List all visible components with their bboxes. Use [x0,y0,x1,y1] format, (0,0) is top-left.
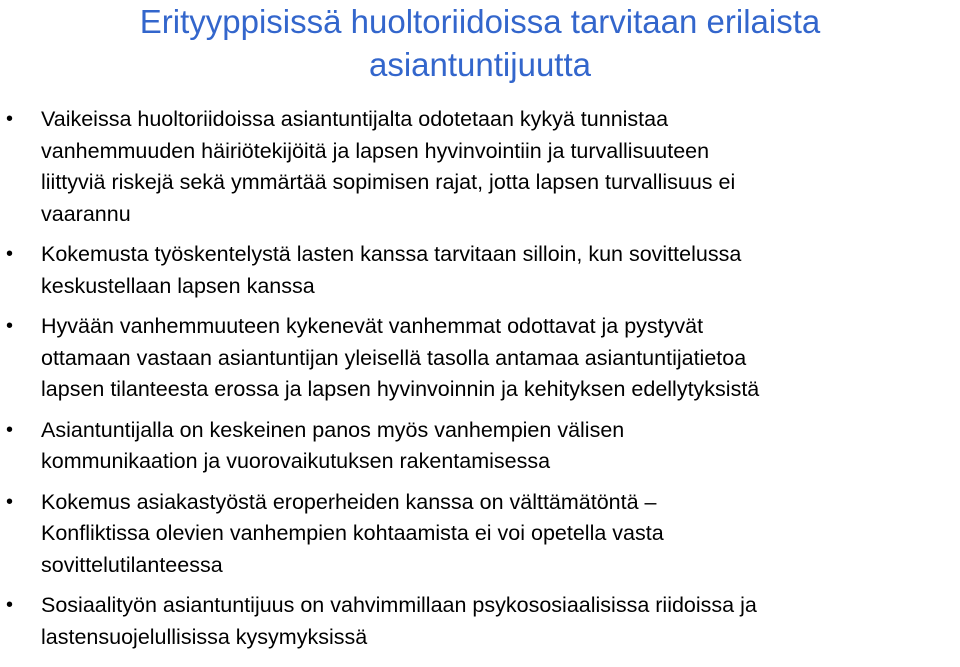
bullet-item [0,104,960,230]
bullet-item [0,415,960,478]
bullet-icon: • [6,108,14,130]
bullet-text-line: vaarannu [41,201,131,226]
bullet-text-line: ottamaan vastaan asiantuntijan yleisellä tasolla antamaa asiantuntijatietoa [41,345,747,370]
bullet-icon: • [6,315,14,337]
bullet-item [0,239,960,302]
bullet-text-line: lastensuojelullisissa kysymyksissä [41,624,368,649]
slide-title-line-1: Erityyppisissä huoltoriidoissa tarvitaan erilaista [139,3,821,40]
bullet-text-line: Hyvään vanhemmuuteen kykenevät vanhemmat odottavat ja pystyvät [41,314,704,338]
bullet-icon: • [6,418,14,441]
bullet-text-line: kommunikaation ja vuorovaikutuksen rakentamisessa [41,449,551,473]
bullet-text-line: Kokemus asiakastyöstä eroperheiden kanssa on välttämätöntä – [41,489,657,514]
bullet-item [0,590,960,653]
bullet-text-line: vanhemmuuden häiriötekijöitä ja lapsen hyvinvointiin ja turvallisuuteen [41,138,710,163]
slide-title-line-2: asiantuntijuutta [369,46,591,83]
bullet-item [0,487,960,582]
slide-title [0,0,960,86]
bullet-icon: • [6,490,14,513]
bullet-text-line: sovittelutilanteessa [41,552,223,577]
bullet-text-line: keskustellaan lapsen kanssa [41,273,315,298]
bullet-text-line: Asiantuntijalla on keskeinen panos myös vanhempien välisen [41,417,625,442]
bullet-icon: • [6,594,14,616]
bullet-text-line: Konfliktissa olevien vanhempien kohtaamista ei voi opetella vasta [41,521,664,545]
bullet-text-line: liittyviä riskejä sekä ymmärtää sopimisen rajat, jotta lapsen turvallisuus ei [41,170,736,194]
bullet-icon: • [6,243,14,265]
bullet-text-line: Sosiaalityön asiantuntijuus on vahvimmillaan psykososiaalisissa riidoissa ja [41,593,757,617]
bullet-list [0,104,960,662]
bullet-item [0,311,960,406]
bullet-text-line: Vaikeissa huoltoriidoissa asiantuntijalta odotetaan kykyä tunnistaa [41,107,669,131]
bullet-text-line: Kokemusta työskentelystä lasten kanssa tarvitaan silloin, kun sovittelussa [41,242,742,266]
bullet-text-line: lapsen tilanteesta erossa ja lapsen hyvinvoinnin ja kehityksen edellytyksistä [41,377,760,401]
